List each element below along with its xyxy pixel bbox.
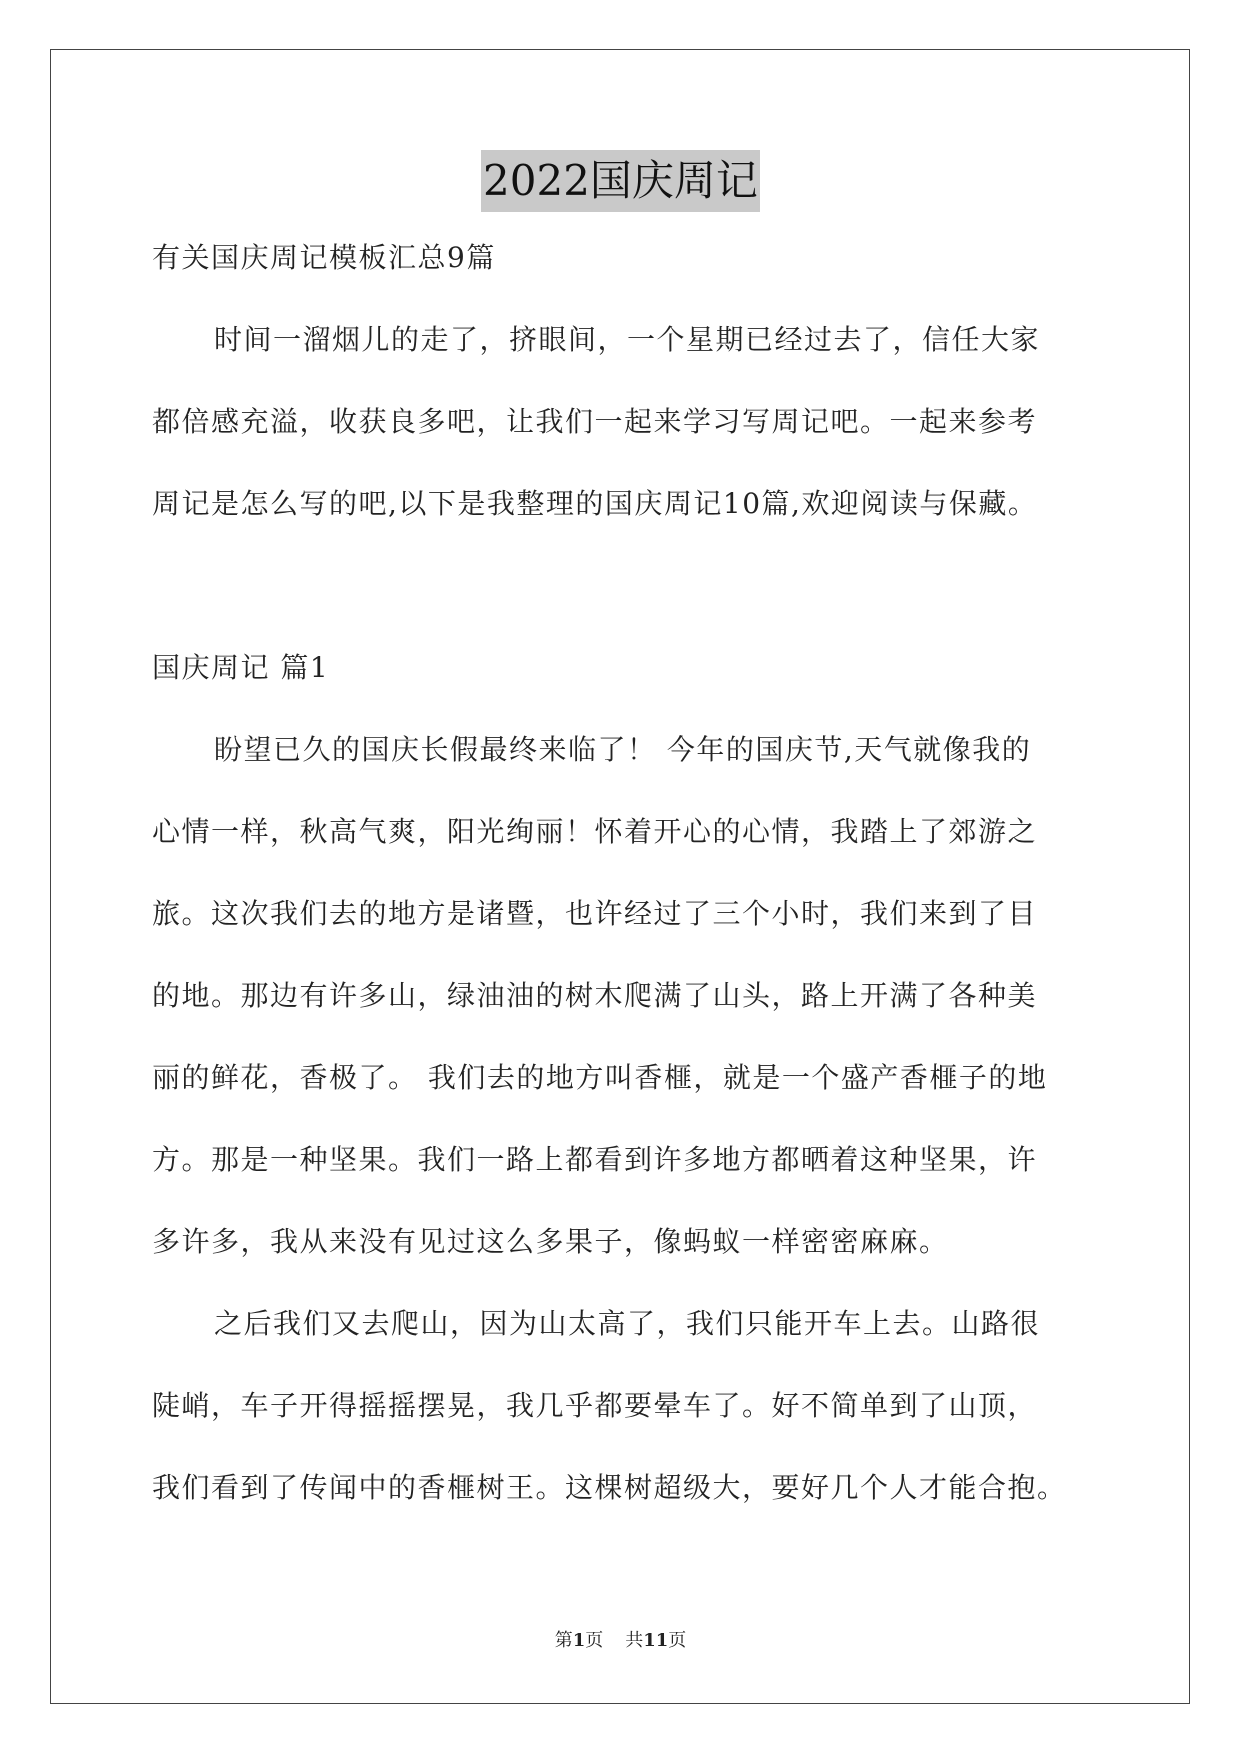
intro-line: 都倍感充溢，收获良多吧，让我们一起来学习写周记吧。一起来参考 [152,405,1038,438]
paragraph-line: 心情一样，秋高气爽，阳光绚丽！怀着开心的心情，我踏上了郊游之 [152,815,1038,848]
paragraph-line: 丽的鲜花，香极了。 我们去的地方叫香榧，就是一个盛产香榧子的地 [152,1061,1048,1094]
paragraph-line: 盼望已久的国庆长假最终来临了！ 今年的国庆节,天气就像我的 [214,733,1032,766]
blank-line [152,561,1102,643]
intro-line: 时间一溜烟儿的走了，挤眼间，一个星期已经过去了，信任大家 [214,323,1041,356]
paragraph-line: 方。那是一种坚果。我们一路上都看到许多地方都晒着这种坚果，许 [152,1143,1038,1176]
paragraph-line: 之后我们又去爬山，因为山太高了，我们只能开车上去。山路很 [214,1307,1041,1340]
total-unit: 页 [668,1630,687,1651]
title-container [0,150,1241,212]
paragraph-line: 多许多，我从来没有见过这么多果子，像蚂蚁一样密密麻麻。 [152,1225,949,1258]
intro-line: 周记是怎么写的吧,以下是我整理的国庆周记10篇,欢迎阅读与保藏。 [152,487,1038,520]
section-heading: 国庆周记 篇1 [152,651,330,684]
paragraph-line: 的地。那边有许多山，绿油油的树木爬满了山头，路上开满了各种美 [152,979,1038,1012]
subtitle: 有关国庆周记模板汇总9篇 [152,241,496,274]
current-page-number: 1 [572,1630,586,1651]
page-prefix: 第 [554,1630,573,1651]
total-page-count: 11 [643,1630,669,1651]
page-unit: 页 [585,1630,604,1651]
paragraph-line: 陡峭，车子开得摇摇摆晃，我几乎都要晕车了。好不简单到了山顶， [152,1389,1038,1422]
document-body [152,233,1102,1545]
total-prefix: 共 [625,1630,644,1651]
paragraph-line: 我们看到了传闻中的香榧树王。这棵树超级大，要好几个人才能合抱。 [152,1471,1067,1504]
document-title: 2022国庆周记 [481,150,760,212]
page-footer [0,1626,1241,1652]
paragraph-line: 旅。这次我们去的地方是诸暨，也许经过了三个小时，我们来到了目 [152,897,1038,930]
